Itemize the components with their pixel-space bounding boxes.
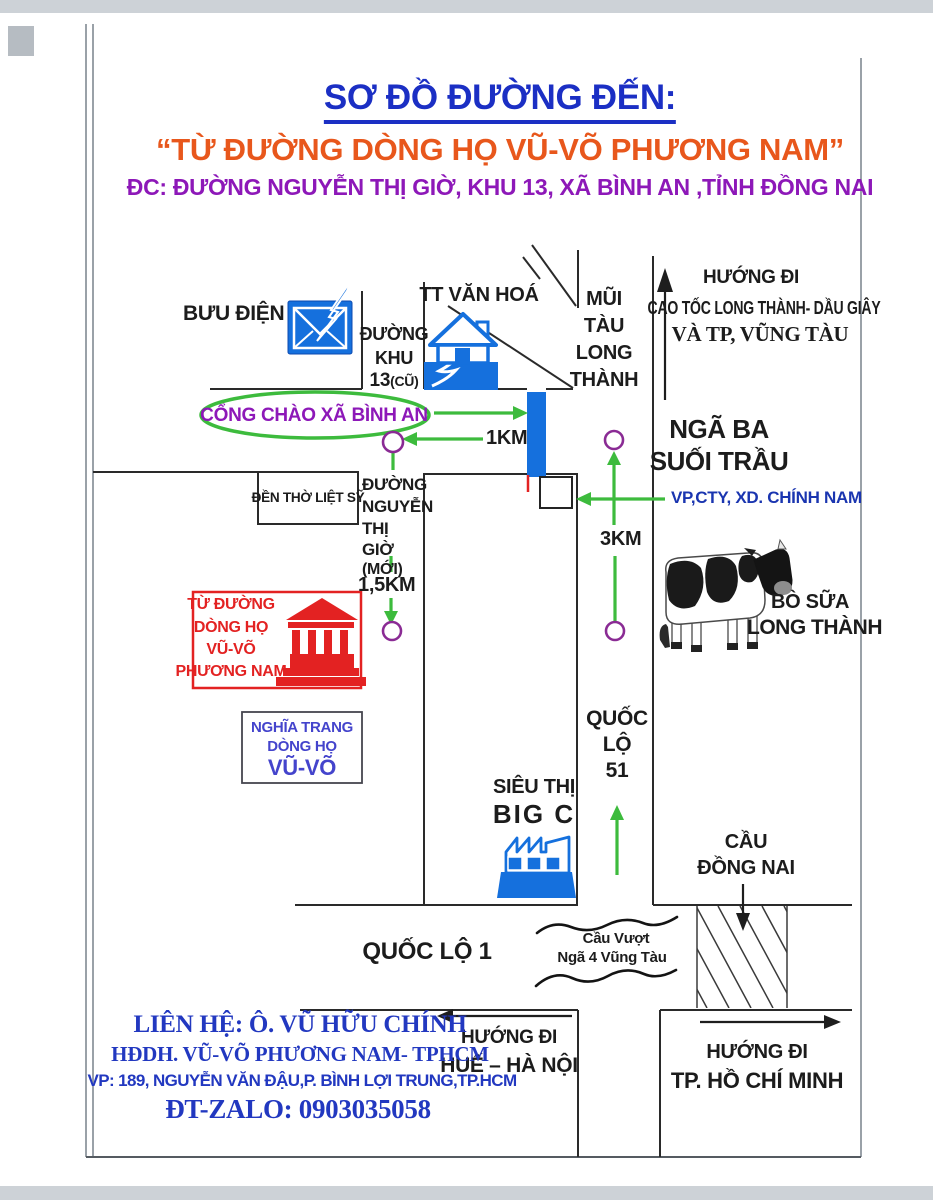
scan-artifact [8, 26, 34, 56]
label-mui-tau: THÀNH [569, 369, 639, 391]
factory-icon [497, 837, 576, 898]
label-welcome-gate: CỔNG CHÀO XÃ BÌNH AN [200, 405, 428, 426]
address-line: ĐC: ĐƯỜNG NGUYỄN THỊ GIỜ, KHU 13, XÃ BÌNH AN ,TỈNH ĐỒNG NAI [126, 174, 874, 200]
destination-square [540, 477, 572, 508]
label-dairy: BÒ SỮA [771, 591, 850, 613]
node-circle [605, 431, 623, 449]
label-cemetery: VŨ-VÕ [267, 755, 337, 780]
node-circle [383, 432, 403, 452]
label-road-ntg: GIỜ [362, 540, 394, 559]
page-subtitle: “TỪ ĐƯỜNG DÒNG HỌ VŨ-VÕ PHƯƠNG NAM” [156, 132, 844, 167]
label-office: VP,CTY, XD. CHÍNH NAM [671, 488, 862, 507]
label-ancestral-hall: VŨ-VÕ [206, 641, 256, 658]
label-road-ntg: THỊ [362, 519, 389, 538]
label-direction-ne: HƯỚNG ĐI [702, 267, 800, 288]
label-junction: SUỐI TRẦU [649, 446, 789, 476]
label-highway51: 51 [605, 759, 629, 782]
label-supermarket: SIÊU THỊ [492, 776, 576, 798]
label-direction-ne-city: VÀ TP, VŨNG TÀU [671, 322, 849, 346]
contact-org: HĐDH. VŨ-VÕ PHƯƠNG NAM- TPHCM [111, 1042, 489, 1066]
label-ancestral-hall: TỪ ĐƯỜNG [187, 596, 275, 613]
contact-name: LIÊN HỆ: Ô. VŨ HỮU CHÍNH [133, 1011, 467, 1038]
label-post-office: BƯU ĐIỆN [183, 302, 285, 325]
label-road-khu13: 13(CŨ) [369, 370, 419, 391]
label-mui-tau: MŨI [586, 288, 622, 310]
label-highway1: QUỐC LỘ 1 [362, 938, 492, 965]
label-big-c: BIG C [492, 799, 576, 829]
label-highway51: QUỐC [586, 707, 648, 730]
contact-address: VP: 189, NGUYỄN VĂN ĐẬU,P. BÌNH LỢI TRUNG,TP.HCM [87, 1071, 517, 1090]
blue-road-segment [527, 392, 546, 477]
label-mui-tau: TÀU [583, 315, 625, 337]
label-road-ntg: NGUYỄN [362, 497, 433, 516]
label-cultural-center: TT VĂN HOÁ [419, 284, 539, 306]
cow-tail [660, 624, 670, 648]
contact-phone: ĐT-ZALO: 0903035058 [165, 1094, 431, 1124]
label-road-khu13: ĐƯỜNG [359, 324, 429, 344]
label-direction-ne-road: CAO TỐC LONG THÀNH- DẦU GIÂY [647, 298, 881, 318]
label-direction-south: HƯỚNG ĐI [706, 1041, 808, 1063]
label-highway51: LỘ [602, 733, 632, 756]
node-circle [383, 622, 401, 640]
label-overpass: Cầu Vượt [582, 930, 650, 947]
label-ancestral-hall: DÒNG HỌ [193, 619, 269, 636]
post-office-icon [288, 279, 352, 354]
cow-horn [778, 540, 786, 549]
node-circle [606, 622, 624, 640]
label-mui-tau: LONG [575, 342, 633, 364]
label-memorial: ĐỀN THỜ LIỆT SỸ [251, 489, 365, 505]
label-dairy: LONG THÀNH [747, 616, 882, 639]
page-title: SƠ ĐỒ ĐƯỜNG ĐẾN: [324, 80, 676, 124]
label-bridge: CẦU [724, 831, 768, 853]
house-icon [424, 314, 498, 390]
label-bridge: ĐỒNG NAI [697, 857, 795, 879]
label-3km: 3KM [600, 528, 642, 550]
label-cemetery: NGHĨA TRANG [251, 719, 353, 736]
label-direction-south: TP. HỒ CHÍ MINH [670, 1068, 844, 1093]
label-direction-north: HUẾ – HÀ NỘI [440, 1054, 578, 1077]
label-road-ntg: (MỚI) [362, 561, 403, 578]
label-1km: 1KM [486, 427, 528, 449]
label-cemetery: DÒNG HỌ [267, 738, 337, 755]
label-15km: 1,5KM [358, 574, 416, 596]
label-overpass: Ngã 4 Vũng Tàu [557, 949, 667, 966]
label-junction: NGÃ BA [669, 414, 769, 444]
label-road-khu13: KHU [374, 348, 414, 368]
label-direction-north: HƯỚNG ĐI [460, 1027, 558, 1048]
label-road-ntg: ĐƯỜNG [362, 475, 427, 494]
label-ancestral-hall: PHƯƠNG NAM [175, 663, 287, 680]
